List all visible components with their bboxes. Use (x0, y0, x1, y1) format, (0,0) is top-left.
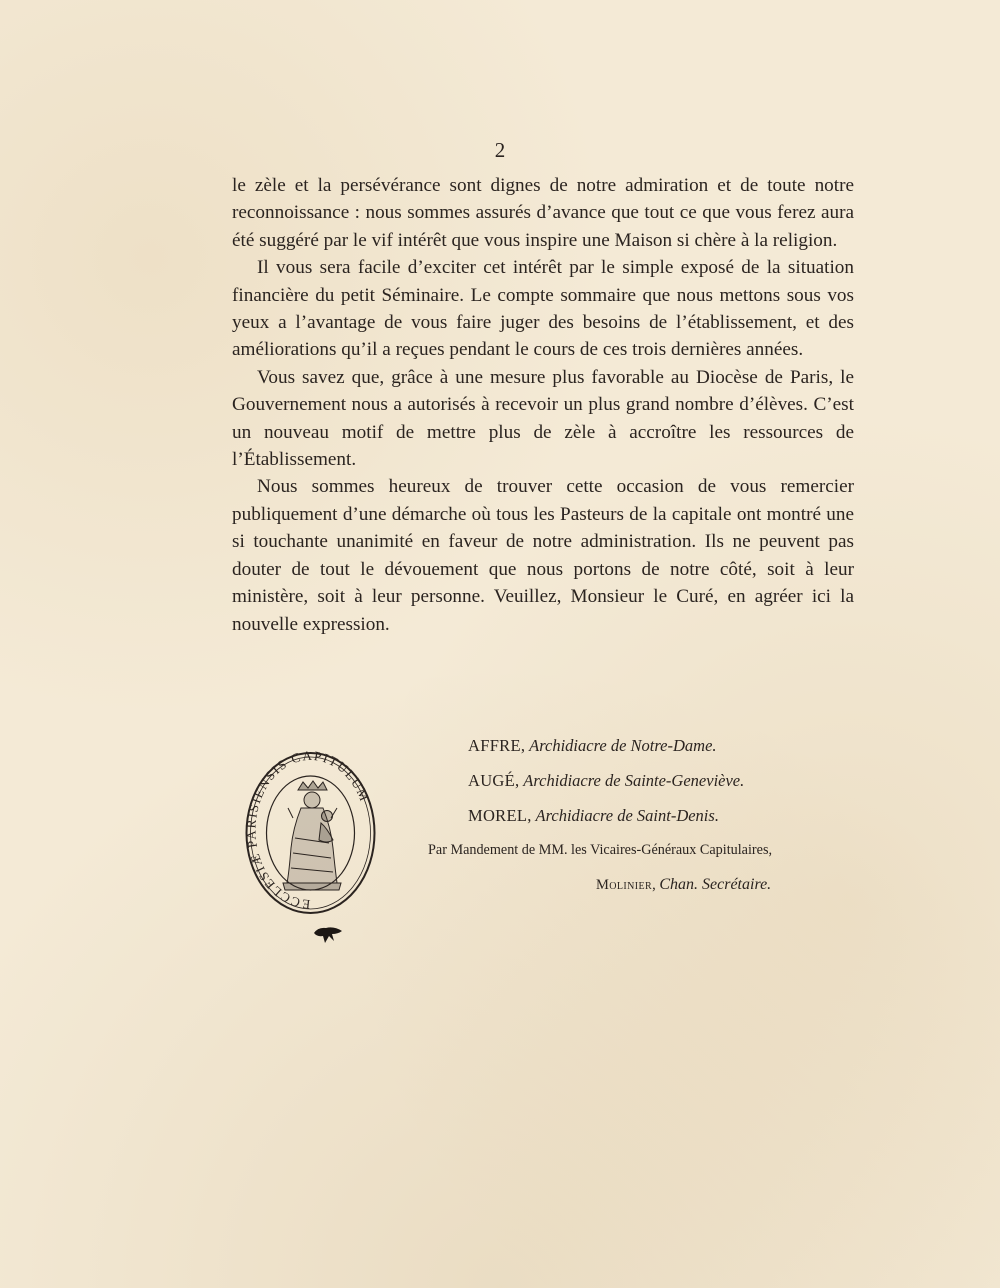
paragraph: Nous sommes heureux de trouver cette occasion de vous remercier publiquement d’une démarche où tous les Pasteurs de la capitale ont montré une si touchante unanimité en faveur de notre administration. Ils ne peuvent pas douter de tout le dévouement que nous portons de notre côté, soit à leur ministère, soit à leur personne. Veuillez, Monsieur le Curé, en agréer ici la nouvelle expression. (232, 476, 854, 635)
signatory-name: AUGÉ (468, 771, 516, 790)
secretary-name: Molinier (596, 877, 653, 893)
signatory-auge: AUGÉ, Archidiacre de Sainte-Geneviève. (468, 771, 745, 790)
signatory-name: MOREL (468, 806, 528, 825)
signatory-name: AFFRE (468, 736, 521, 755)
ink-blot-mark (312, 925, 344, 945)
signatory-title: Archidiacre de Sainte-Geneviève. (523, 771, 745, 790)
seal-text: ECCLESIÆ PARISIENSIS CAPITULUM (243, 748, 373, 913)
secretary-title: Chan. Secrétaire. (659, 876, 772, 893)
chapter-seal (243, 748, 378, 918)
signatory-affre: AFFRE, Archidiacre de Notre-Dame. (468, 736, 717, 755)
madonna-and-child-seal-icon (243, 748, 378, 918)
paragraph: Il vous sera facile d’exciter cet intérêt par le simple exposé de la situation financière du petit Séminaire. Le compte sommaire que nous mettons sous vos yeux a l’avantage de vous faire juger des besoins de l’établissement, et des améliorations qu’il a reçues pendant le cours de ces trois dernières années. (232, 257, 854, 361)
signatory-title: Archidiacre de Saint-Denis. (535, 806, 719, 825)
paragraph: le zèle et la persévérance sont dignes de notre admiration et de toute notre reconnoissance : nous sommes assurés d’avance que tout ce que vous ferez aura été suggéré par le vif intérêt que vous inspire une Maison si chère à la religion. (232, 175, 854, 251)
paragraph: Vous savez que, grâce à une mesure plus favorable au Diocèse de Paris, le Gouvernement nous a autorisés à recevoir un plus grand nombre d’élèves. C’est un nouveau motif de mettre plus de zèle à accroître les ressources de l’Établissement. (232, 366, 854, 471)
signatory-morel: MOREL, Archidiacre de Saint-Denis. (468, 806, 719, 825)
signatory-title: Archidiacre de Notre-Dame. (529, 736, 717, 755)
secretary-signature: Molinier, Chan. Secrétaire. (596, 876, 772, 893)
page-number: 2 (494, 138, 506, 162)
signature-block (428, 735, 868, 895)
mandate-line: Par Mandement de MM. les Vicaires-Généraux Capitulaires, (428, 842, 773, 858)
letter-body (232, 172, 854, 638)
